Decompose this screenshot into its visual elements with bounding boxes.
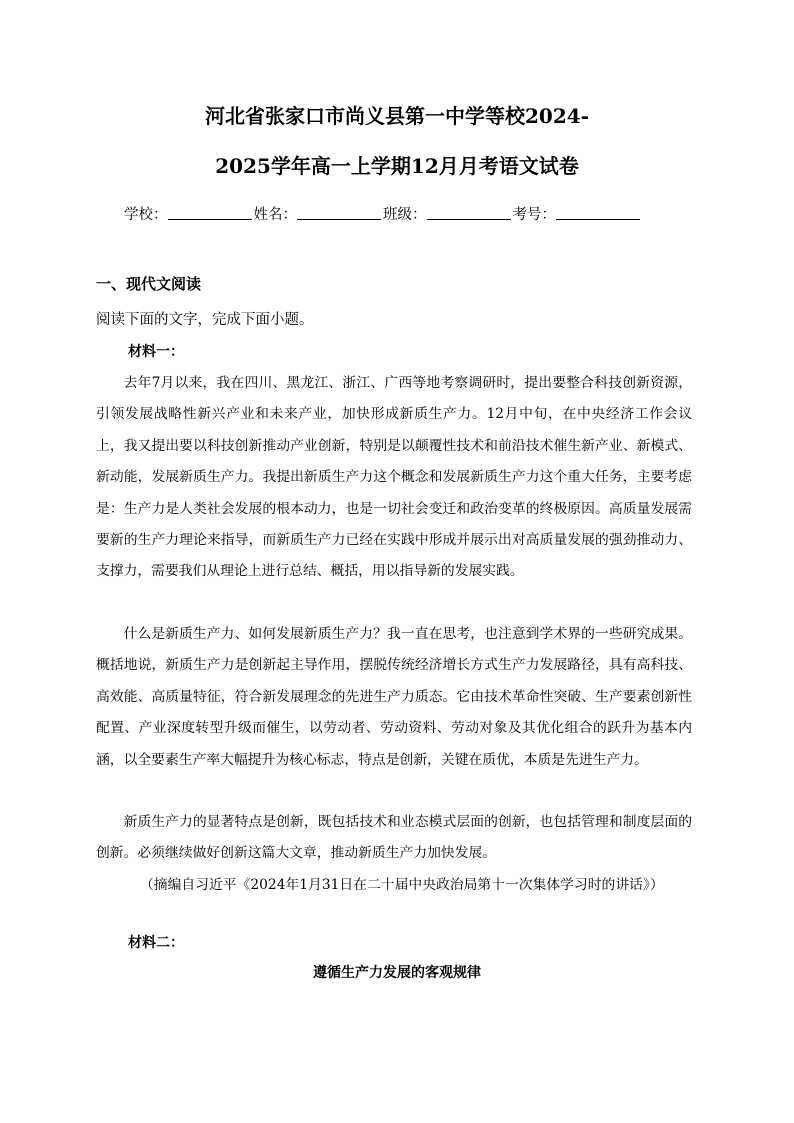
material-2-label: 材料二： [128, 935, 184, 951]
material-2-title: 遵循生产力发展的客观规律 [313, 965, 481, 981]
source-note: （摘编自习近平《2024年1月31日在二十届中央政治局第十一次集体学习时的讲话》） [140, 877, 664, 893]
school-label: 学校： [124, 207, 168, 223]
material-1-paragraph-3: 新质生产力的显著特点是创新，既包括技术和业态模式层面的创新，也包括管理和制度层面的创新。必须继续做好创新这篇大文章，推动新质生产力加快发展。 [96, 814, 692, 862]
school-blank [168, 205, 252, 220]
name-label: 姓名： [253, 207, 297, 223]
exam-number-field [513, 204, 643, 226]
document-title-line-1: 河北省张家口市尚义县第一中学等校2024- [205, 104, 589, 128]
material-1-label: 材料一： [128, 344, 184, 360]
class-label: 班级： [383, 207, 427, 223]
class-blank [427, 205, 511, 220]
student-info-fields [124, 204, 684, 226]
exam-number-blank [556, 205, 640, 220]
material-1-paragraph-2: 什么是新质生产力、如何发展新质生产力？我一直在思考，也注意到学术界的一些研究成果。概括地说，新质生产力是创新起主导作用，摆脱传统经济增长方式生产力发展路径，具有高科技、高效能、高质量特征，符合新发展理念的先进生产力质态。它由技术革命性突破、生产要素创新性配置、产业深度转型升级而催生，以劳动者、劳动资料、劳动对象及其优化组合的跃升为基本内涵，以全要素生产率大幅提升为核心标志，特点是创新，关键在质优，本质是先进生产力。 [96, 626, 692, 768]
reading-instruction: 阅读下面的文字，完成下面小题。 [96, 312, 314, 328]
school-field [124, 204, 254, 226]
section-heading: 一、现代文阅读 [96, 275, 202, 293]
document-title-line-2: 2025学年高一上学期12月月考语文试卷 [215, 154, 579, 178]
name-field [254, 204, 384, 226]
material-1-paragraph-1: 去年7月以来，我在四川、黑龙江、浙江、广西等地考察调研时，提出要整合科技创新资源，引领发展战略性新兴产业和未来产业，加快形成新质生产力。12月中旬，在中央经济工作会议上，我又提出要以科技创新推动产业创新，特别是以颠覆性技术和前沿技术催生新产业、新模式、新动能，发展新质生产力。我提出新质生产力这个概念和发展新质生产力这个重大任务，主要考虑是：生产力是人类社会发展的根本动力，也是一切社会变迁和政治变革的终极原因。高质量发展需要新的生产力理论来指导，而新质生产力已经在实践中形成并展示出对高质量发展的强劲推动力、支撑力，需要我们从理论上进行总结、概括，用以指导新的发展实践。 [96, 375, 692, 580]
class-field [383, 204, 513, 226]
name-blank [297, 205, 381, 220]
exam-number-label: 考号： [512, 207, 556, 223]
